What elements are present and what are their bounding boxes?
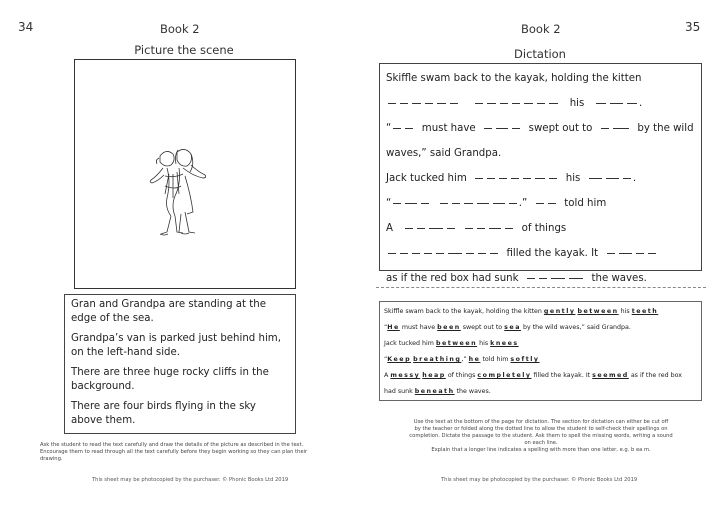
dictation-line-6 [386,191,695,216]
description-line: There are three huge rocky cliffs in the background. [71,367,269,392]
answer-text: Jack tucked him [384,340,434,347]
answer-text: swept out to [462,324,503,331]
answer-text: had sunk [384,388,413,395]
answer-text: filled the kayak. It [533,372,591,379]
page-number-right: 35 [685,20,701,34]
page-number-left: 34 [18,20,34,34]
answer-text: “ [384,356,388,363]
answer-text: “ [384,324,388,331]
answer-word: beneath [414,388,455,395]
description-line: There are four birds flying in the sky above them. [71,401,256,426]
answer-line-3 [384,336,697,352]
dictation-heading: Dictation [514,47,566,61]
answer-line-4 [384,352,697,368]
answer-text: must have [401,324,436,331]
right-footer: This sheet may be photocopied by the purchaser. © Phonic Books Ltd 2019 [441,477,638,483]
dictation-line-2: his . [386,91,695,116]
dictation-text: A [386,223,393,234]
left-instructions: Ask the student to read the text carefully and draw the details of the picture as described in the text. Encourage them to read through all the text carefully before they begin working so they can plan their drawing. [40,442,308,462]
book-label-left: Book 2 [160,22,200,36]
left-footer: This sheet may be photocopied by the purchaser. © Phonic Books Ltd 2019 [92,477,289,483]
answer-word: gently [543,308,576,315]
answer-text: the waves. [456,388,491,395]
dictation-text: his [569,98,585,109]
answer-text: his [620,308,630,315]
answer-word: breathing [413,356,462,363]
answer-word: sea [504,324,521,331]
instruction-line: Use the text at the bottom of the page for dictation. The section for dictation can either be cut off [413,419,669,425]
answer-word: completely [477,372,532,379]
dictation-text: told him [564,198,607,209]
dictation-line-8 [386,241,695,266]
answer-text: his [479,340,489,347]
answer-word: he [468,356,481,363]
dictation-text: as if the red box had sunk [386,273,519,284]
dictation-text: his [565,173,581,184]
dictation-line-7 [386,216,695,241]
fold-line[interactable] [376,287,706,288]
dictation-text: “ [386,123,392,134]
answer-word: messy [390,372,421,379]
instruction-line: Explain that a longer line indicates a spelling with more than one letter, e.g. b ea m. [431,447,651,453]
book-label-right: Book 2 [521,22,561,36]
dictation-line-5: Jack tucked him his . [386,173,637,184]
right-instructions [396,419,686,454]
dictation-text: swept out to [528,123,593,134]
dictation-line-3 [386,116,695,141]
dictation-line-1 [386,66,695,91]
dictation-text: .” [518,198,528,209]
answer-text: ,” [461,356,469,363]
dictation-box [379,63,702,284]
answer-text: told him [482,356,509,363]
answer-word: seemed [592,372,629,379]
answer-text: as if the red box [630,372,682,379]
dictation-text: the waves. [591,273,647,284]
answer-word: between [435,340,478,347]
answer-text: by the wild waves,” said Grandpa. [522,324,631,331]
answer-text: Skiffle swam back to the kayak, holding the kitten [384,308,542,315]
grandparents-sketch [145,146,225,256]
answer-box [379,301,702,401]
dictation-text: by the wild [637,123,694,134]
dictation-text: waves,” said Grandpa. [386,148,502,159]
answer-word: knees [490,340,519,347]
instruction-line: completion. Dictate the passage to the student. Ask them to spell the missing words, writing a sound [409,433,673,439]
answer-line-2 [384,320,697,336]
answer-text: of things [447,372,476,379]
drawing-frame[interactable] [74,59,296,289]
answer-line-1 [384,304,697,320]
dictation-line-4 [386,141,695,166]
dictation-text: filled the kayak. It [506,248,599,259]
dictation-text: Jack tucked him [386,173,467,184]
answer-word: between [577,308,619,315]
answer-line-6 [384,384,697,400]
answer-word: heap [422,372,446,379]
dictation-text: of things [521,223,567,234]
picture-heading: Picture the scene [134,43,234,57]
answer-word: softly [510,356,540,363]
answer-word: He [387,324,400,331]
answer-word: been [437,324,461,331]
instruction-line: by the teacher or folded along the dotted line to allow the student to self-check their spellings on [414,426,668,432]
description-box [64,294,296,434]
dictation-text: Skiffle swam back to the kayak, holding the kitten [386,73,642,84]
instruction-line: on each line. [524,440,558,446]
answer-word: teeth [631,308,659,315]
answer-word: Keep [387,356,412,363]
answer-line-5 [384,368,697,384]
dictation-text: must have [421,123,476,134]
description-line: Gran and Grandpa are standing at the edge of the sea. [71,299,266,324]
description-line: Grandpa’s van is parked just behind him, on the left-hand side. [71,333,281,358]
dictation-text: “ [386,198,392,209]
answer-text: A [384,372,389,379]
